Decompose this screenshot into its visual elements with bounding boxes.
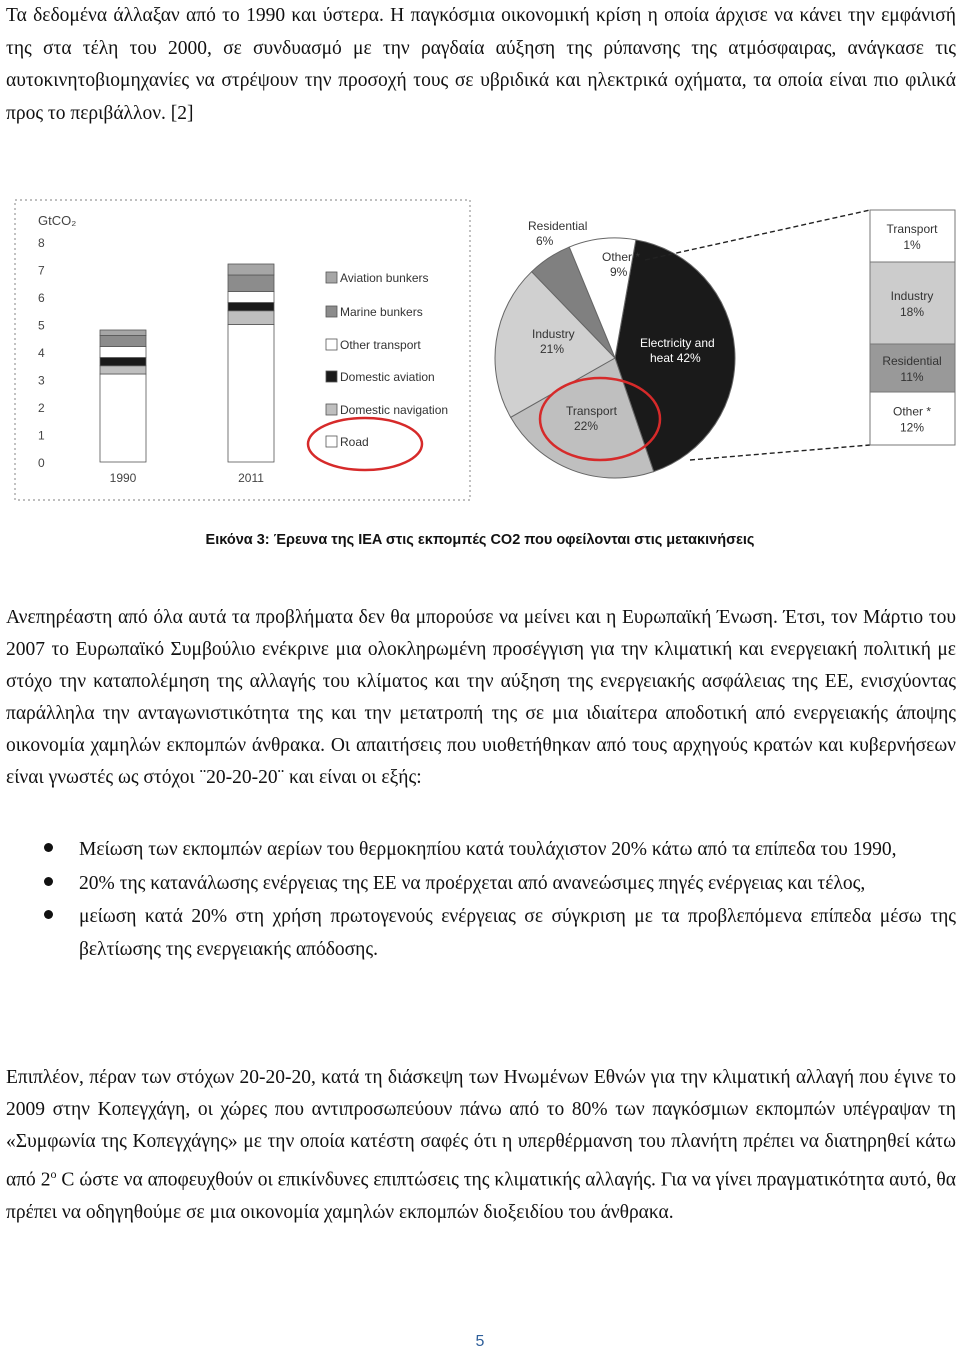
bar-segment <box>228 275 274 292</box>
copenhagen-paragraph <box>6 1062 956 1229</box>
breakdown-value: 1% <box>903 238 921 252</box>
breakdown-value: 11% <box>900 370 924 384</box>
copenhagen-text-a: Επιπλέον, πέραν των στόχων 20-20-20, κατά τη διάσκεψη των Ηνωμένων Εθνών για την κλιματική αλλαγή που έγινε το 2009 στην Κοπεγχάγη, οι χώρες που αντιπροσωπεύουν πάνω από το 80% των παγκόσμιων εκπομπών υπέγραψαν τη «Συμφωνία της Κοπεγχάγης» με την οποία κατέστη σαφές ότι η υπερθέρμανση του πλανήτη πρέπει να διατηρηθεί κάτω από 2 <box>6 1067 956 1191</box>
goals-list <box>0 834 960 967</box>
bar-unit-label: GtCO₂ <box>38 213 77 228</box>
pie-slice-value: 9% <box>610 265 628 279</box>
y-tick-label: 7 <box>38 263 45 278</box>
list-item-text: Μείωση των εκπομπών αερίων του θερμοκηπίου κατά τουλάχιστον 20% κάτω από τα επίπεδα του 1990, <box>79 839 897 860</box>
pie-slice-label: Residential <box>528 219 588 233</box>
breakdown-label: Industry <box>890 289 934 303</box>
pie-slice-label: Transport <box>566 404 617 418</box>
y-tick-label: 3 <box>38 373 45 388</box>
bar-x-categories <box>110 471 265 485</box>
legend-swatch <box>326 404 337 415</box>
y-tick-label: 4 <box>38 346 45 360</box>
breakdown-label: Transport <box>886 222 938 236</box>
bar-segment <box>100 366 146 374</box>
pie-slice-label: Electricity and <box>640 336 715 350</box>
x-category-label: 1990 <box>109 471 137 485</box>
pie-slice-label: Industry <box>532 327 575 341</box>
pie-slice-value: 22% <box>574 419 599 433</box>
breakdown-value: 18% <box>899 305 925 319</box>
list-item <box>0 868 960 901</box>
breakdown-segment <box>870 392 955 445</box>
legend-label: Marine bunkers <box>340 305 423 319</box>
legend-swatch <box>326 371 337 382</box>
breakdown-segment <box>870 344 955 392</box>
bar-segment <box>100 374 146 462</box>
legend-swatch <box>326 306 337 317</box>
y-tick-label: 5 <box>38 318 45 333</box>
bar-segment <box>228 311 274 325</box>
bar-segment <box>100 330 146 336</box>
page-number: 5 <box>475 1333 485 1350</box>
electricity-breakdown <box>870 210 955 445</box>
breakdown-segment <box>870 210 955 262</box>
figure-svg <box>0 190 960 510</box>
bar-segment <box>100 358 146 366</box>
breakdown-label: Other * <box>892 404 932 419</box>
pie-slice-value: 6% <box>536 234 554 248</box>
bar-segment <box>228 325 274 463</box>
y-tick-label: 6 <box>38 291 45 305</box>
list-item-text: 20% της κατανάλωσης ενέργειας της ΕΕ να προέρχεται από ανανεώσιμες πηγές ενέργειας και τέλος, <box>79 872 866 894</box>
bar-segment <box>100 347 146 358</box>
bullet-icon <box>44 843 53 852</box>
bullet-icon <box>44 910 53 919</box>
breakdown-label: Residential <box>882 354 942 368</box>
bar-y-ticks <box>38 236 45 470</box>
legend-label: Aviation bunkers <box>340 271 429 285</box>
legend-label: Domestic navigation <box>340 403 449 417</box>
x-category-label: 2011 <box>238 471 264 485</box>
list-item <box>0 901 960 966</box>
y-tick-label: 8 <box>38 236 45 250</box>
legend-swatch <box>326 272 337 283</box>
legend-label: Other transport <box>340 338 421 352</box>
pie-slice-value: 21% <box>540 342 565 356</box>
pie-slice-label: Other * <box>602 250 641 264</box>
legend-label: Domestic aviation <box>340 370 435 384</box>
bullet-icon <box>44 877 53 886</box>
bar-segment <box>228 303 274 311</box>
intro-paragraph: Τα δεδομένα άλλαξαν από το 1990 και ύστερα. Η παγκόσμια οικονομική κρίση η οποία άρχισε να κάνει την εμφάνισή της στα τέλη του 2000, σε συνδυασμό με την ραγδαία αύξηση της ρύπανσης της ατμόσφαιρας, ανάγκασε τις αυτοκινητοβιομηχανίες να στρέψουν την προσοχή τους σε υβριδικά και ηλεκτρικά οχήματα, τα οποία είναι πιο φιλικά προς το περιβάλλον. [2] <box>6 5 956 124</box>
legend-swatch <box>326 436 337 447</box>
bar-segment <box>228 292 274 303</box>
y-tick-label: 1 <box>38 428 45 443</box>
list-item-text: μείωση κατά 20% στη χρήση πρωτογενούς ενέργειας σε σύγκριση με τα προβλεπόμενα επίπεδα μέσω της βελτίωσης της ενεργειακής απόδοσης. <box>79 906 956 960</box>
y-tick-label: 2 <box>38 401 45 415</box>
connector-bottom <box>690 445 870 460</box>
y-tick-label: 0 <box>38 456 45 470</box>
connector-top <box>645 210 870 260</box>
breakdown-segment <box>870 262 955 344</box>
co2-figure <box>0 190 960 510</box>
bar-segment <box>100 336 146 347</box>
copenhagen-text-b: C ώστε να αποφευχθούν οι επικίνδυνες επιπτώσεις της κλιματικής αλλαγής. Για να γίνει πραγματικότητα αυτό, θα πρέπει να οδηγηθούμε σε μια οικονομία χαμηλών εκπομπών διοξειδίου του άνθρακα. <box>6 1169 956 1223</box>
bar-legend <box>326 271 448 449</box>
pie-slice-value: heat 42% <box>650 351 701 365</box>
bar-segment <box>228 264 274 275</box>
degree-superscript: ο <box>50 1167 57 1181</box>
legend-label: Road <box>340 435 369 449</box>
list-item <box>0 834 960 867</box>
bar-marks <box>100 264 274 462</box>
eu-paragraph: Ανεπηρέαστη από όλα αυτά τα προβλήματα δεν θα μπορούσε να μείνει και η Ευρωπαϊκή Ένωση. Έτσι, τον Μάρτιο του 2007 το Ευρωπαϊκό Συμβούλιο ενέκρινε μια ολοκληρωμένη προσέγγιση για την κλιματική και ενεργειακή πολιτική με στόχο την καταπολέμηση της αλλαγής του κλίματος και την αύξηση της ενεργειακής ασφάλειας της ΕΕ, ενισχύοντας παράλληλα την ανταγωνιστικότητα της και την μετατροπή της σε μια ιδιαίτερα αποδοτική από ενεργειακής άποψης οικονομία χαμηλών εκπομπών άνθρακα. Οι απαιτήσεις που υιοθετήθηκαν από τους αρχηγούς κρατών και κυβερνήσεων είναι γνωστές ως στόχοι ¨20-20-20¨ και είναι οι εξής: <box>6 607 956 788</box>
breakdown-value: 12% <box>899 420 925 435</box>
figure-caption: Εικόνα 3: Έρευνα της IEA στις εκπομπές CO2 που οφείλονται στις μετακινήσεις <box>205 532 755 548</box>
legend-swatch <box>326 339 337 350</box>
